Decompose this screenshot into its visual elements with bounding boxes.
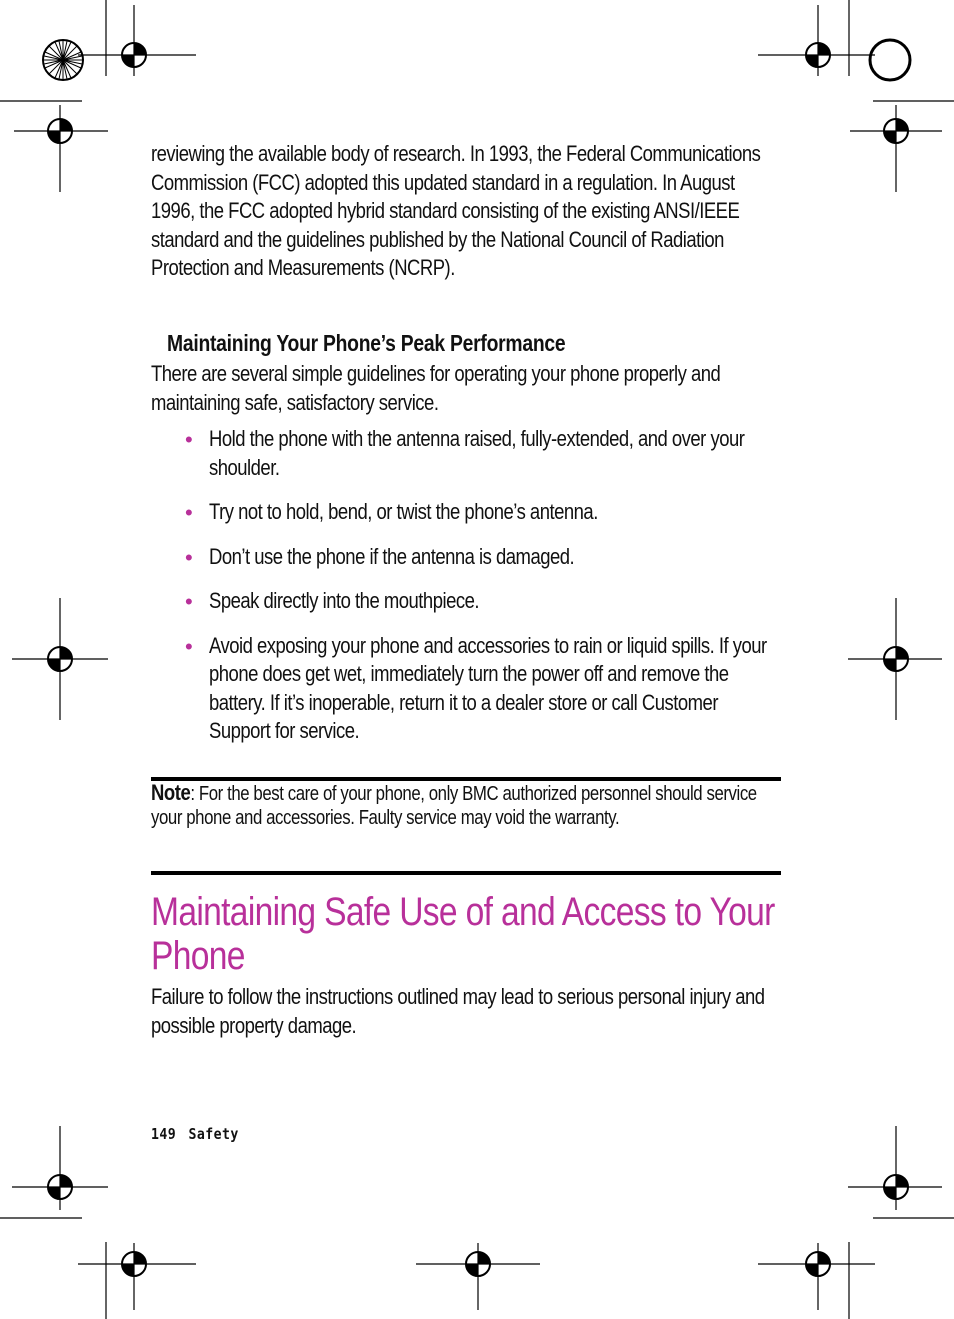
note-box <box>151 781 781 830</box>
footer-section-label: Safety <box>188 1125 239 1143</box>
failure-paragraph: Failure to follow the instructions outlined may lead to serious personal injury and possible property damage. <box>151 984 765 1038</box>
guidelines-paragraph: There are several simple guidelines for operating your phone properly and maintaining safe, satisfactory service. <box>151 361 721 415</box>
bullet-icon: • <box>185 500 193 525</box>
sunburst-target-icon <box>43 40 83 80</box>
bullet-icon: • <box>185 589 193 614</box>
list-item <box>185 587 829 616</box>
intro-paragraph: reviewing the available body of research. In 1993, the Federal Communications Commission (FCC) adopted this updated standard in a regulation. In August 1996, the FCC adopted hybrid standard consisting of the existing ANSI/IEEE standard and the guidelines published by the National Council of Radiation Protection and Measurements (NCRP). <box>151 141 761 280</box>
circle-target-icon <box>870 40 910 80</box>
list-item-text: Don’t use the phone if the antenna is damaged. <box>209 543 575 569</box>
bullet-icon: • <box>185 544 193 570</box>
bullet-icon: • <box>185 427 193 452</box>
guideline-list <box>185 425 829 762</box>
list-item-text: Try not to hold, bend, or twist the phone’s antenna. <box>209 499 598 524</box>
note-label: Note <box>151 780 191 805</box>
list-item <box>185 498 829 527</box>
page-footer <box>151 1125 239 1143</box>
list-item <box>185 632 829 746</box>
section-heading: Maintaining Your Phone’s Peak Performance <box>167 330 566 356</box>
list-item-text: Speak directly into the mouthpiece. <box>209 588 479 613</box>
page-number: 149 <box>151 1125 177 1143</box>
list-item-text: Hold the phone with the antenna raised, fully-extended, and over your shoulder. <box>209 426 745 480</box>
page-content <box>151 140 781 1038</box>
note-bottom-rule <box>151 871 781 875</box>
list-item <box>185 543 829 572</box>
list-item <box>185 425 829 482</box>
list-item-text: Avoid exposing your phone and accessories to rain or liquid spills. If your phone does get wet, immediately turn the power off and remove the battery. If it’s inoperable, return it to a dealer store or call Customer Support for service. <box>209 632 767 743</box>
major-heading: Maintaining Safe Use of and Access to Your Phone <box>151 890 775 978</box>
bullet-icon: • <box>185 633 193 659</box>
note-text: : For the best care of your phone, only BMC authorized personnel should service your phone and accessories. Faulty service may void the warranty. <box>151 783 757 829</box>
registration-marks-bottom <box>0 1126 954 1319</box>
